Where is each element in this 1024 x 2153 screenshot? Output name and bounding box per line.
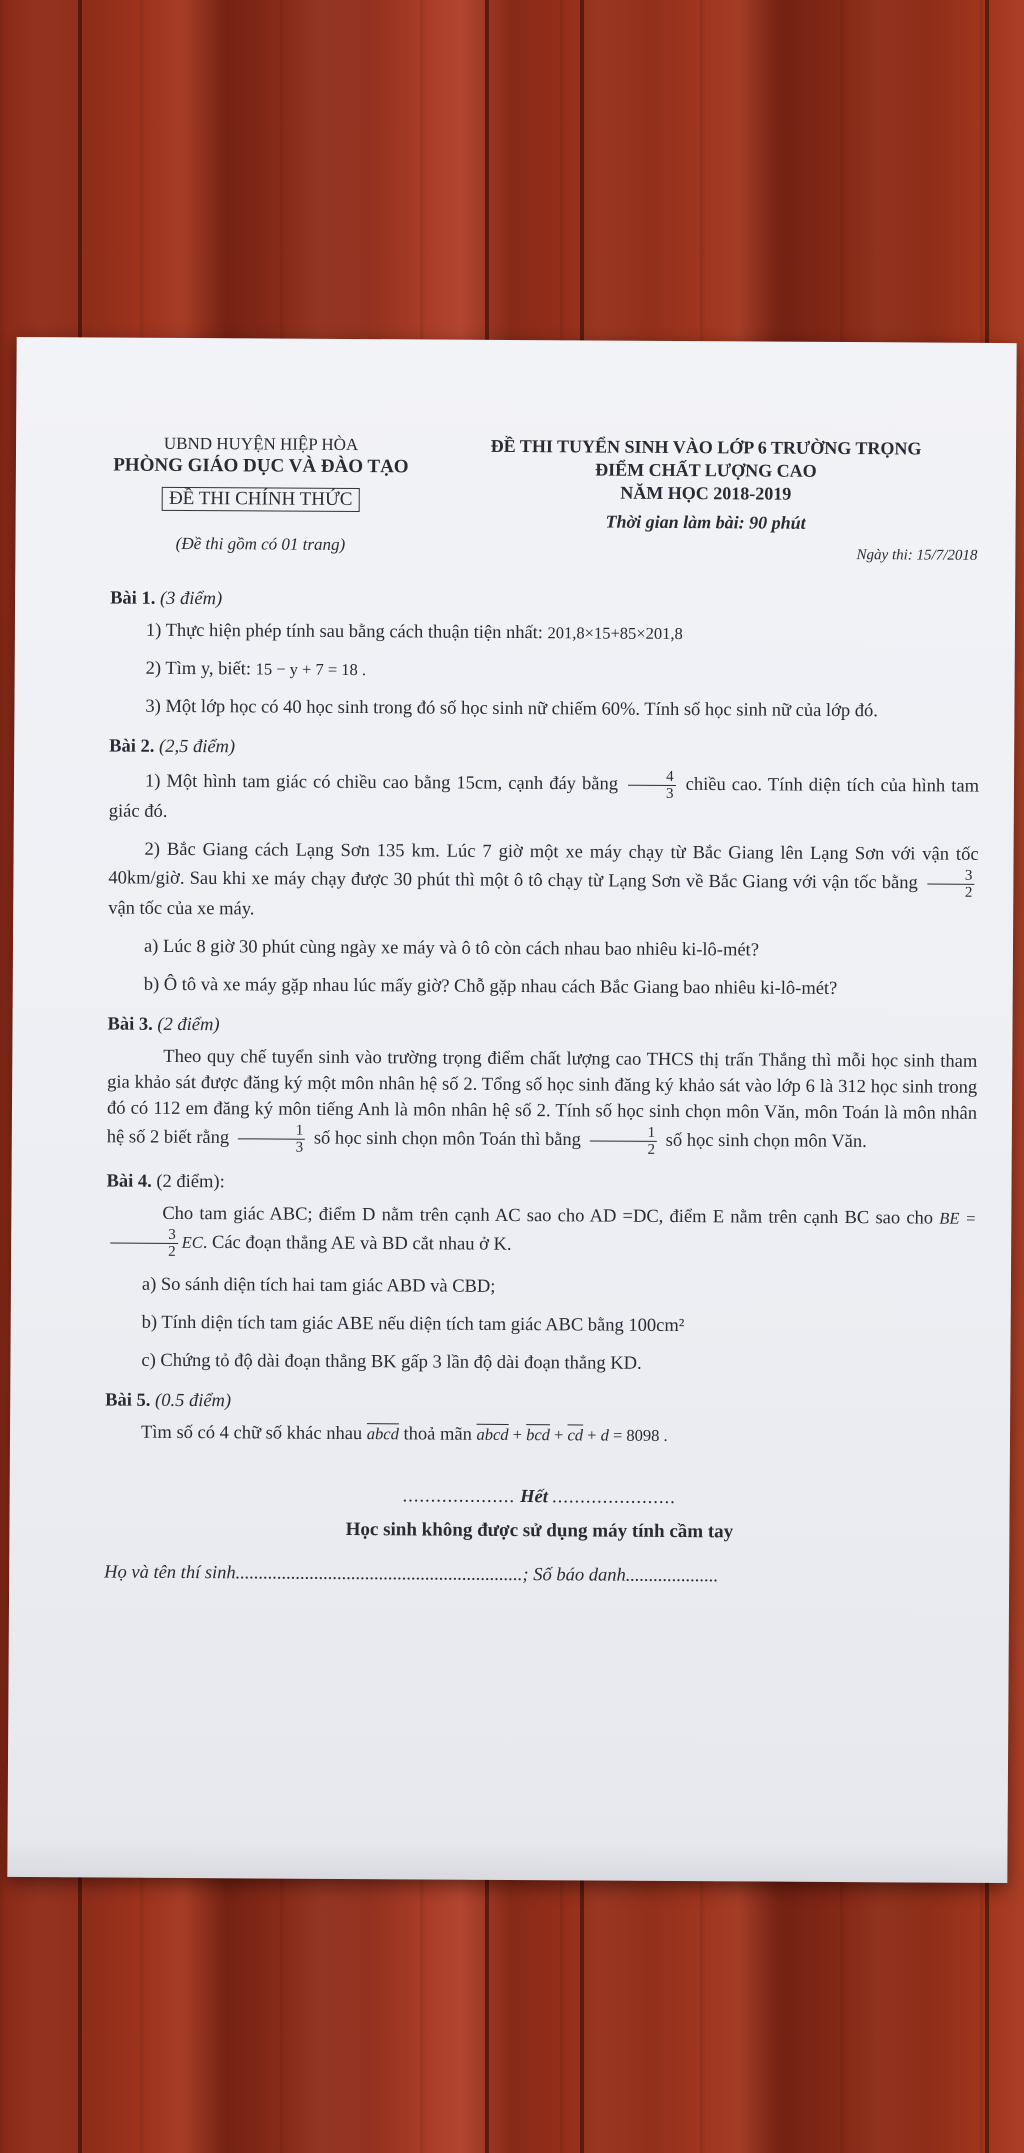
problem-2-q1 (109, 760, 979, 836)
exam-title-line1: ĐỀ THI TUYỂN SINH VÀO LỚP 6 TRƯỜNG TRỌNG (490, 435, 922, 459)
q2-expression: 15 − y + 7 = 18 . (255, 659, 367, 680)
problem-3-text-b: số học sinh chọn môn Toán thì bằng (313, 1128, 582, 1151)
fraction (927, 868, 975, 901)
department-name: PHÒNG GIÁO DỤC VÀ ĐÀO TẠO (113, 454, 409, 478)
exam-paper (7, 337, 1016, 1883)
fraction-numerator: 3 (110, 1227, 178, 1244)
fraction-denominator: 3 (295, 1139, 304, 1156)
term-cd: $\overline{cd}$ (567, 1425, 584, 1445)
problem-1-title: Bài 1. (110, 588, 156, 609)
fraction-numerator: 4 (628, 769, 676, 786)
end-dots-right: ...................... (552, 1487, 677, 1509)
end-marker (105, 1482, 975, 1513)
problem-1-q2 (110, 650, 980, 693)
expr-left: BE = (939, 1208, 977, 1228)
school-year: NĂM HỌC 2018-2019 (620, 482, 792, 504)
problem-1-points: (3 điểm) (159, 588, 223, 610)
fraction-denominator: 2 (168, 1243, 176, 1260)
overlined-number: abcd (366, 1424, 399, 1444)
candidate-number-label: ; Số báo danh (522, 1565, 626, 1586)
fraction (110, 1227, 178, 1260)
fraction-denominator: 2 (964, 884, 973, 901)
q1-expression: 201,8×15+85×201,8 (547, 623, 683, 644)
problem-2-q2-text-end: vận tốc của xe máy. (108, 898, 255, 920)
problem-1-q1 (110, 612, 980, 655)
paper-shadow (7, 1837, 1007, 1883)
problem-2-q2-text: 2) Bắc Giang cách Lạng Sơn 135 km. Lúc 7 giờ một xe máy chạy từ Bắc Giang lên Lạng Sơn với vận tốc 40km/giờ. Sau khi xe máy chạy được 30 phút thì một ô tô chạy từ Lạng Sơn về Bắc Giang với vận tốc bằng (108, 839, 979, 894)
exam-date: Ngày thi: 15/7/2018 (856, 547, 978, 564)
term-bcd: $\overline{bcd}$ (526, 1425, 551, 1445)
q2-text: 2) Tìm y, biết: (145, 658, 252, 680)
problem-5-title: Bài 5. (105, 1390, 151, 1411)
problem-2-q2 (108, 831, 979, 933)
problem-5-text: Tìm số có 4 chữ số khác nhau abcd thoả mãn abcd + $\overline{bcd} + \overline{cd} + d = 8098$ . (140, 1422, 668, 1445)
header-right (436, 435, 977, 536)
fraction-denominator: 2 (647, 1141, 656, 1158)
problem-2-title: Bài 2. (109, 736, 155, 757)
header-left (95, 432, 426, 556)
fraction (628, 769, 676, 802)
candidate-name-blank: .............................................................. (235, 1563, 523, 1586)
problem-3-text-a: Theo quy chế tuyển sinh vào trường trọng điểm chất lượng cao THCS thị trấn Thắng thì mỗi học sinh tham gia khảo sát được đăng ký một môn nhân hệ số 2. Tổng số học sinh đăng ký khảo sát vào lớp 6 là 312 học sinh trong đó có 112 em đăng ký môn tiếng Anh là môn nhân hệ số 2. Tính số học sinh chọn môn Văn, môn Toán là môn nhân hệ số 2 biết rằng (106, 1046, 978, 1149)
fraction-numerator: 1 (238, 1122, 306, 1139)
problem-3-title: Bài 3. (107, 1014, 153, 1035)
problem-4-points: (2 điểm): (156, 1171, 225, 1193)
candidate-name-label: Họ và tên thí sinh (104, 1562, 236, 1584)
problem-4-qb: b) Tính diện tích tam giác ABE nếu diện tích tam giác ABC bằng 100cm² (141, 1312, 685, 1337)
problem-4-qa: a) So sánh diện tích hai tam giác ABD và CBD; (141, 1274, 496, 1297)
problem-2-q1-text-end: chiều cao. Tính diện tích của hình tam giác đó. (108, 774, 980, 822)
problem-2-qb: b) Ô tô và xe máy gặp nhau lúc mấy giờ? Chỗ gặp nhau cách Bắc Giang bao nhiêu ki-lô-mét? (143, 974, 838, 999)
problem-2-points: (2,5 điểm) (159, 736, 236, 758)
official-exam-label: ĐỀ THI CHÍNH THỨC (162, 487, 360, 512)
exam-content (104, 578, 980, 1591)
problem-5-text-a: Tìm số có 4 chữ số khác nhau (140, 1422, 363, 1445)
exam-duration: Thời gian làm bài: 90 phút (605, 511, 806, 533)
fraction (589, 1124, 657, 1157)
problem-5-text-b: thoả mãn (403, 1424, 472, 1445)
fraction (238, 1122, 306, 1155)
candidate-info-line (104, 1560, 974, 1591)
problem-2-qa: a) Lúc 8 giờ 30 phút cùng ngày xe máy và ô tô còn cách nhau bao nhiêu ki-lô-mét? (143, 936, 760, 961)
end-dots-left: .................... (402, 1486, 516, 1508)
expr-right: EC (181, 1232, 203, 1252)
calculator-notice: Học sinh không được sử dụng máy tính cầm tay (345, 1518, 734, 1543)
problem-3-points: (2 điểm) (157, 1014, 220, 1036)
fraction-numerator: 3 (927, 868, 975, 885)
problem-2-q1-text: 1) Một hình tam giác có chiều cao bằng 15cm, cạnh đáy bằng (144, 771, 619, 795)
equation-result: = 8098 . (612, 1425, 668, 1445)
problem-5-points: (0.5 điểm) (155, 1390, 232, 1412)
problem-4-title: Bài 4. (106, 1171, 152, 1192)
page-count-note: (Đề thi gồm có 01 trang) (175, 533, 346, 554)
fraction-denominator: 3 (665, 785, 674, 802)
end-label: Hết (520, 1487, 548, 1508)
exam-title-line2: ĐIỂM CHẤT LƯỢNG CAO (595, 459, 817, 481)
problem-1-q3: 3) Một lớp học có 40 học sinh trong đó số học sinh nữ chiếm 60%. Tính số học sinh nữ của lớp đó. (145, 696, 878, 722)
problem-4-qc: c) Chứng tỏ độ dài đoạn thẳng BK gấp 3 lần độ dài đoạn thẳng KD. (141, 1350, 642, 1374)
candidate-number-blank: .................... (625, 1565, 719, 1587)
problem-4-text-a: Cho tam giác ABC; điểm D nằm trên cạnh AC sao cho AD =DC, điểm E nằm trên cạnh BC sao cho (162, 1203, 934, 1229)
term-d: d (600, 1425, 609, 1445)
problem-3-text-c: số học sinh chọn môn Văn. (665, 1130, 867, 1152)
problem-3-text (107, 1038, 978, 1166)
problem-4-text (106, 1195, 976, 1271)
fraction-numerator: 1 (590, 1124, 658, 1141)
problem-4-text-b: . Các đoạn thẳng AE và BD cắt nhau ở K. (202, 1232, 512, 1255)
term-abcd: abcd (476, 1424, 509, 1444)
district-name: UBND HUYỆN HIỆP HÒA (163, 433, 359, 455)
q1-text: 1) Thực hiện phép tính sau bằng cách thuận tiện nhất: (145, 620, 544, 644)
